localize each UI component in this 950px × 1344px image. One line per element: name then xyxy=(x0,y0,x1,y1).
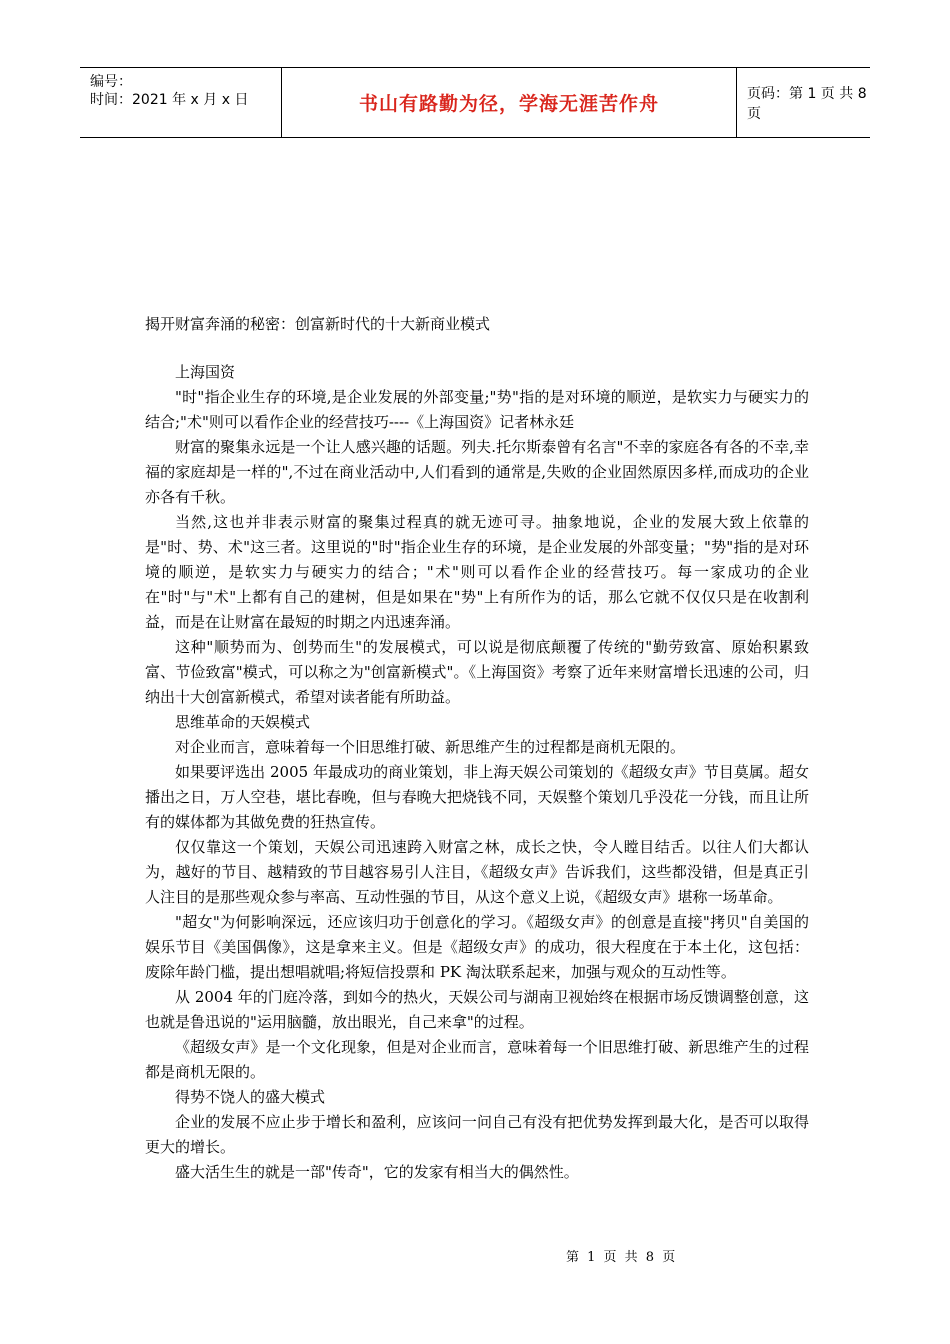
paragraph: 企业的发展不应止步于增长和盈利，应该问一问自己有没有把优势发挥到最大化，是否可以取得更大的增长。 xyxy=(145,1113,809,1156)
document-time-label: 时间：2021 年 x 月 x 日 xyxy=(90,92,249,108)
paragraph: 上海国资 xyxy=(175,363,236,381)
section-heading: 思维革命的天娱模式 xyxy=(175,713,311,731)
paragraph: 这种"顺势而为、创势而生"的发展模式，可以说是彻底颠覆了传统的"勤劳致富、原始积累致富、节俭致富"模式，可以称之为"创富新模式"。《上海国资》考察了近年来财富增长迅速的公司，归纳出十大创富新模式，希望对读者能有所助益。 xyxy=(145,638,809,706)
document-number-label: 编号： xyxy=(90,74,132,90)
header-motto: 书山有路勤为径，学海无涯苦作舟 xyxy=(358,93,659,115)
paragraph: "超女"为何影响深远，还应该归功于创意化的学习。《超级女声》的创意是直接"拷贝"自美国的娱乐节目《美国偶像》，这是拿来主义。但是《超级女声》的成功，很大程度在于本土化，这包括：废除年龄门槛，提出想唱就唱;将短信投票和 PK 淘汰联系起来，加强与观众的互动性等。 xyxy=(145,913,809,981)
article-body xyxy=(145,360,809,1185)
header-meta-cell xyxy=(80,68,280,137)
paragraph: 《超级女声》是一个文化现象，但是对企业而言，意味着每一个旧思维打破、新思维产生的过程都是商机无限的。 xyxy=(145,1038,809,1081)
paragraph: 对企业而言，意味着每一个旧思维打破、新思维产生的过程都是商机无限的。 xyxy=(175,738,686,756)
header-table xyxy=(80,67,870,138)
paragraph: 从 2004 年的门庭冷落，到如今的热火，天娱公司与湖南卫视始终在根据市场反馈调整创意，这也就是鲁迅说的"运用脑髓，放出眼光，自己来拿"的过程。 xyxy=(145,988,809,1031)
section-heading: 得势不饶人的盛大模式 xyxy=(175,1088,326,1106)
paragraph: 当然,这也并非表示财富的聚集过程真的就无迹可寻。抽象地说，企业的发展大致上依靠的是"时、势、术"这三者。这里说的"时"指企业生存的环境，是企业发展的外部变量；"势"指的是对环境的顺逆，是软实力与硬实力的结合；"术"则可以看作企业的经营技巧。每一家成功的企业在"时"与"术"上都有自己的建树，但是如果在"势"上有所作为的话，那么它就不仅仅只是在收割利益，而是在让财富在最短的时期之内迅速奔涌。 xyxy=(145,513,809,631)
paragraph: 盛大活生生的就是一部"传奇"，它的发家有相当大的偶然性。 xyxy=(175,1163,579,1181)
paragraph: 如果要评选出 2005 年最成功的商业策划，非上海天娱公司策划的《超级女声》节目莫属。超女播出之日，万人空巷，堪比春晚，但与春晚大把烧钱不同，天娱整个策划几乎没花一分钱，而且让所有的媒体都为其做免费的狂热宣传。 xyxy=(145,763,809,831)
paragraph: "时"指企业生存的环境,是企业发展的外部变量;"势"指的是对环境的顺逆，是软实力与硬实力的结合;"术"则可以看作企业的经营技巧----《上海国资》记者林永廷 xyxy=(145,388,809,431)
header-page-info: 页码：第 1 页 共 8 页 xyxy=(747,85,867,122)
article-title: 揭开财富奔涌的秘密：创富新时代的十大新商业模式 xyxy=(145,315,491,333)
paragraph: 财富的聚集永远是一个让人感兴趣的话题。列夫.托尔斯泰曾有名言"不幸的家庭各有各的不幸,幸福的家庭却是一样的",不过在商业活动中,人们看到的通常是,失败的企业固然原因多样,而成功的企业亦各有千秋。 xyxy=(145,438,809,506)
page-footer: 第 1 页 共 8 页 xyxy=(566,1250,676,1265)
header-motto-cell xyxy=(281,68,737,137)
paragraph: 仅仅靠这一个策划，天娱公司迅速跨入财富之林，成长之快，令人瞠目结舌。以往人们大都认为，越好的节目、越精致的节目越容易引人注目，《超级女声》告诉我们，这些都没错，但是真正引人注目的是那些观众参与率高、互动性强的节目，从这个意义上说，《超级女声》堪称一场革命。 xyxy=(145,838,809,906)
